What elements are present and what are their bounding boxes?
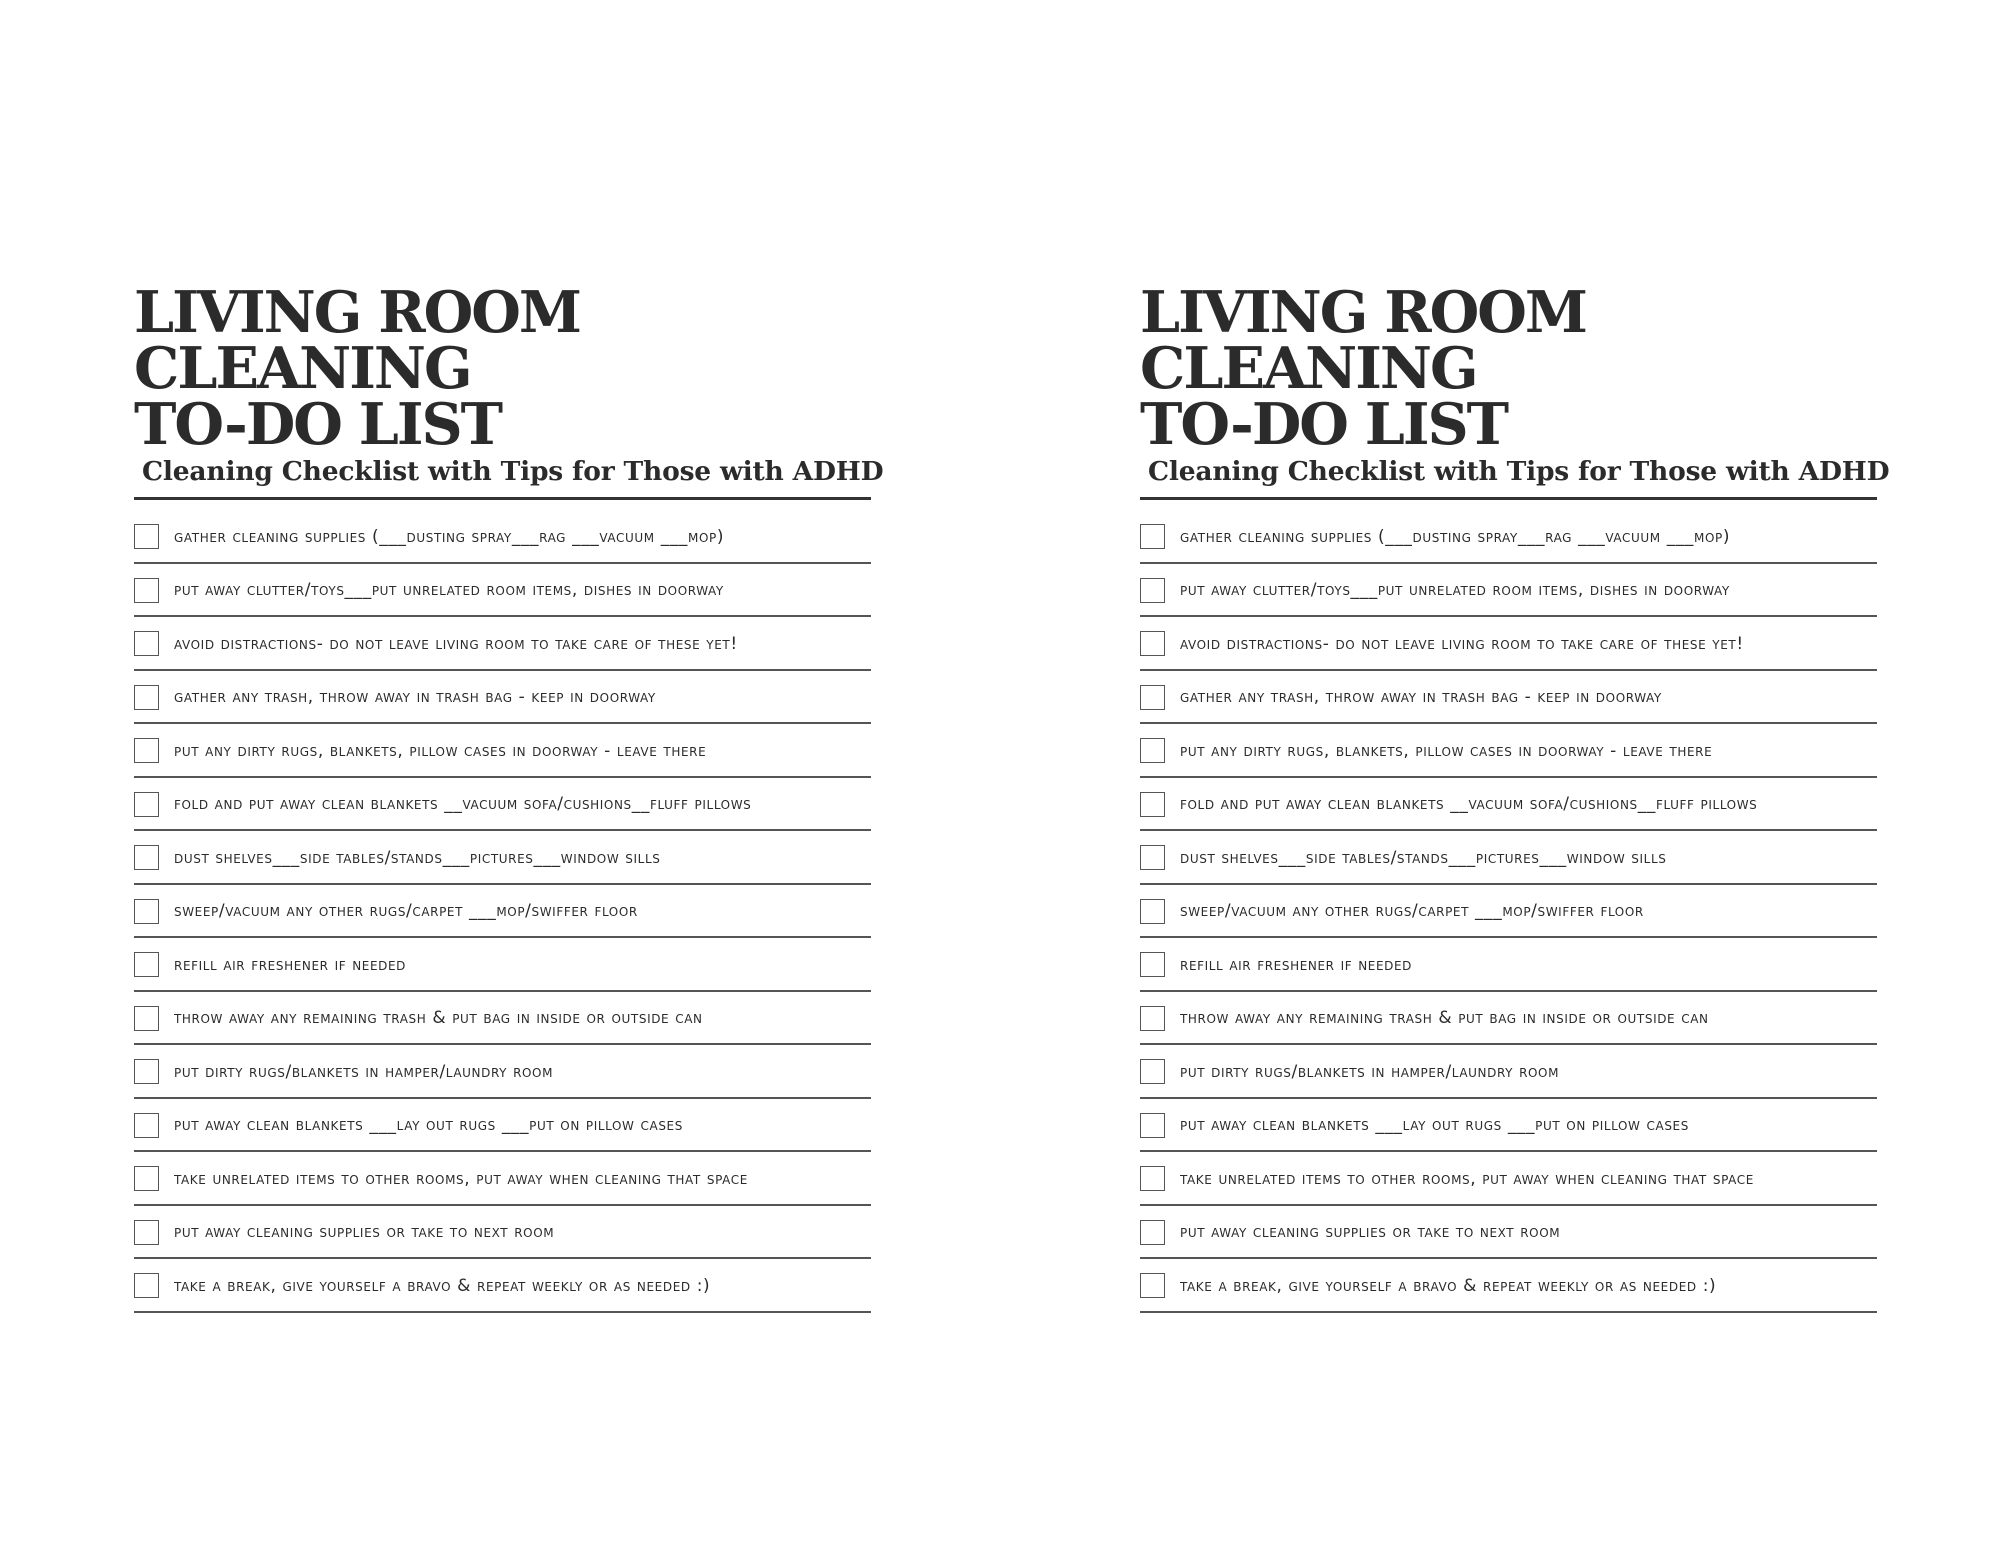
checkbox[interactable] xyxy=(134,1220,159,1245)
checklist-item-label: take a break, give yourself a bravo & repeat weekly or as needed :) xyxy=(174,1275,711,1296)
checkbox[interactable] xyxy=(1140,1113,1165,1138)
checklist-item-label: put dirty rugs/blankets in hamper/laundry room xyxy=(1180,1061,1560,1082)
checkbox[interactable] xyxy=(1140,792,1165,817)
checklist-item xyxy=(1140,780,1877,832)
checklist-item-label: take unrelated items to other rooms, put away when cleaning that space xyxy=(1180,1168,1754,1189)
checkbox[interactable] xyxy=(134,524,159,549)
checklist-item-label: avoid distractions- do not leave living room to take care of these yet! xyxy=(174,633,738,654)
page-title xyxy=(1140,279,1877,458)
checkbox[interactable] xyxy=(134,1059,159,1084)
checkbox[interactable] xyxy=(134,899,159,924)
checklist-item-label: put away clean blankets ___lay out rugs ___put on pillow cases xyxy=(174,1115,683,1136)
checkbox[interactable] xyxy=(1140,1006,1165,1031)
checklist-item-label: fold and put away clean blankets __vacuum sofa/cushions__fluff pillows xyxy=(1180,794,1758,815)
checkbox[interactable] xyxy=(1140,738,1165,763)
checklist-item-label: put away cleaning supplies or take to next room xyxy=(174,1222,555,1243)
title-line-3: TO-DO LIST xyxy=(1140,391,1508,458)
checklist-item xyxy=(1140,940,1877,992)
checkbox[interactable] xyxy=(1140,524,1165,549)
checklist-sheet-left xyxy=(134,279,884,1315)
checkbox[interactable] xyxy=(1140,1059,1165,1084)
checklist-item xyxy=(134,994,871,1046)
checklist-item-label: put any dirty rugs, blankets, pillow cases in doorway - leave there xyxy=(1180,740,1713,761)
checklist-item-label: fold and put away clean blankets __vacuum sofa/cushions__fluff pillows xyxy=(174,794,752,815)
checklist-item-label: take a break, give yourself a bravo & repeat weekly or as needed :) xyxy=(1180,1275,1717,1296)
checklist-item xyxy=(1140,512,1877,564)
title-line-2: CLEANING xyxy=(134,335,471,402)
subtitle-divider xyxy=(134,497,871,500)
checklist-item xyxy=(1140,1261,1877,1313)
checklist-item xyxy=(1140,726,1877,778)
checklist-item-label: put away clean blankets ___lay out rugs ___put on pillow cases xyxy=(1180,1115,1689,1136)
checklist-item xyxy=(134,1047,871,1099)
checklist-item xyxy=(134,619,871,671)
checklist-item xyxy=(1140,566,1877,618)
title-line-2: CLEANING xyxy=(1140,335,1477,402)
checkbox[interactable] xyxy=(1140,952,1165,977)
checklist-item xyxy=(134,726,871,778)
checklist-item xyxy=(134,887,871,939)
checklist xyxy=(1140,512,1877,1313)
checkbox[interactable] xyxy=(134,631,159,656)
checklist-item xyxy=(134,1261,871,1313)
checklist-item xyxy=(134,512,871,564)
checklist-item xyxy=(1140,833,1877,885)
checklist-item xyxy=(1140,1208,1877,1260)
checklist-item-label: refill air freshener if needed xyxy=(1180,954,1413,975)
title-line-1: LIVING ROOM xyxy=(134,279,581,346)
checklist-item-label: take unrelated items to other rooms, put away when cleaning that space xyxy=(174,1168,748,1189)
checkbox[interactable] xyxy=(134,952,159,977)
checklist-item-label: sweep/vacuum any other rugs/carpet ___mop/swiffer floor xyxy=(174,901,638,922)
checkbox[interactable] xyxy=(134,1166,159,1191)
subtitle-divider xyxy=(1140,497,1877,500)
checklist-item-label: put away clutter/toys___put unrelated room items, dishes in doorway xyxy=(174,580,724,601)
checklist-item-label: dust shelves___side tables/stands___pictures___window sills xyxy=(1180,847,1667,868)
checklist-item-label: gather any trash, throw away in trash bag - keep in doorway xyxy=(174,687,656,708)
checklist-item-label: refill air freshener if needed xyxy=(174,954,407,975)
checklist-item xyxy=(134,780,871,832)
checklist-item xyxy=(1140,619,1877,671)
checklist-item-label: throw away any remaining trash & put bag in inside or outside can xyxy=(1180,1008,1709,1029)
title-line-3: TO-DO LIST xyxy=(134,391,502,458)
checklist-item xyxy=(134,566,871,618)
checklist-item xyxy=(1140,994,1877,1046)
checkbox[interactable] xyxy=(134,1006,159,1031)
checklist-item-label: gather any trash, throw away in trash bag - keep in doorway xyxy=(1180,687,1662,708)
checklist-item-label: dust shelves___side tables/stands___pictures___window sills xyxy=(174,847,661,868)
checkbox[interactable] xyxy=(134,1273,159,1298)
checkbox[interactable] xyxy=(1140,1166,1165,1191)
checkbox[interactable] xyxy=(134,685,159,710)
checklist xyxy=(134,512,871,1313)
page-title xyxy=(134,279,871,458)
checklist-item-label: put dirty rugs/blankets in hamper/laundry room xyxy=(174,1061,554,1082)
checkbox[interactable] xyxy=(134,845,159,870)
subtitle: Cleaning Checklist with Tips for Those with ADHD xyxy=(1148,456,1890,487)
checklist-item-label: gather cleaning supplies (___dusting spray___rag ___vacuum ___mop) xyxy=(1180,526,1731,547)
checklist-item-label: avoid distractions- do not leave living room to take care of these yet! xyxy=(1180,633,1744,654)
checklist-item xyxy=(1140,1154,1877,1206)
checklist-item xyxy=(1140,673,1877,725)
subtitle: Cleaning Checklist with Tips for Those with ADHD xyxy=(142,456,884,487)
checklist-item-label: gather cleaning supplies (___dusting spray___rag ___vacuum ___mop) xyxy=(174,526,725,547)
checkbox[interactable] xyxy=(134,738,159,763)
checklist-item-label: put away cleaning supplies or take to next room xyxy=(1180,1222,1561,1243)
checklist-item xyxy=(134,1101,871,1153)
checkbox[interactable] xyxy=(134,1113,159,1138)
checklist-item-label: sweep/vacuum any other rugs/carpet ___mop/swiffer floor xyxy=(1180,901,1644,922)
checklist-item xyxy=(134,1208,871,1260)
checklist-item xyxy=(134,673,871,725)
checkbox[interactable] xyxy=(1140,1220,1165,1245)
checklist-item xyxy=(1140,1047,1877,1099)
checkbox[interactable] xyxy=(1140,1273,1165,1298)
checklist-item-label: throw away any remaining trash & put bag in inside or outside can xyxy=(174,1008,703,1029)
checklist-item xyxy=(134,1154,871,1206)
checkbox[interactable] xyxy=(1140,578,1165,603)
checkbox[interactable] xyxy=(1140,631,1165,656)
checklist-sheet-right xyxy=(1140,279,1890,1315)
checkbox[interactable] xyxy=(1140,899,1165,924)
checklist-item-label: put away clutter/toys___put unrelated room items, dishes in doorway xyxy=(1180,580,1730,601)
checklist-item xyxy=(1140,887,1877,939)
checklist-item xyxy=(1140,1101,1877,1153)
checkbox[interactable] xyxy=(134,792,159,817)
checkbox[interactable] xyxy=(1140,845,1165,870)
checkbox[interactable] xyxy=(134,578,159,603)
checklist-item xyxy=(134,940,871,992)
checklist-item-label: put any dirty rugs, blankets, pillow cases in doorway - leave there xyxy=(174,740,707,761)
checkbox[interactable] xyxy=(1140,685,1165,710)
checklist-item xyxy=(134,833,871,885)
title-line-1: LIVING ROOM xyxy=(1140,279,1587,346)
